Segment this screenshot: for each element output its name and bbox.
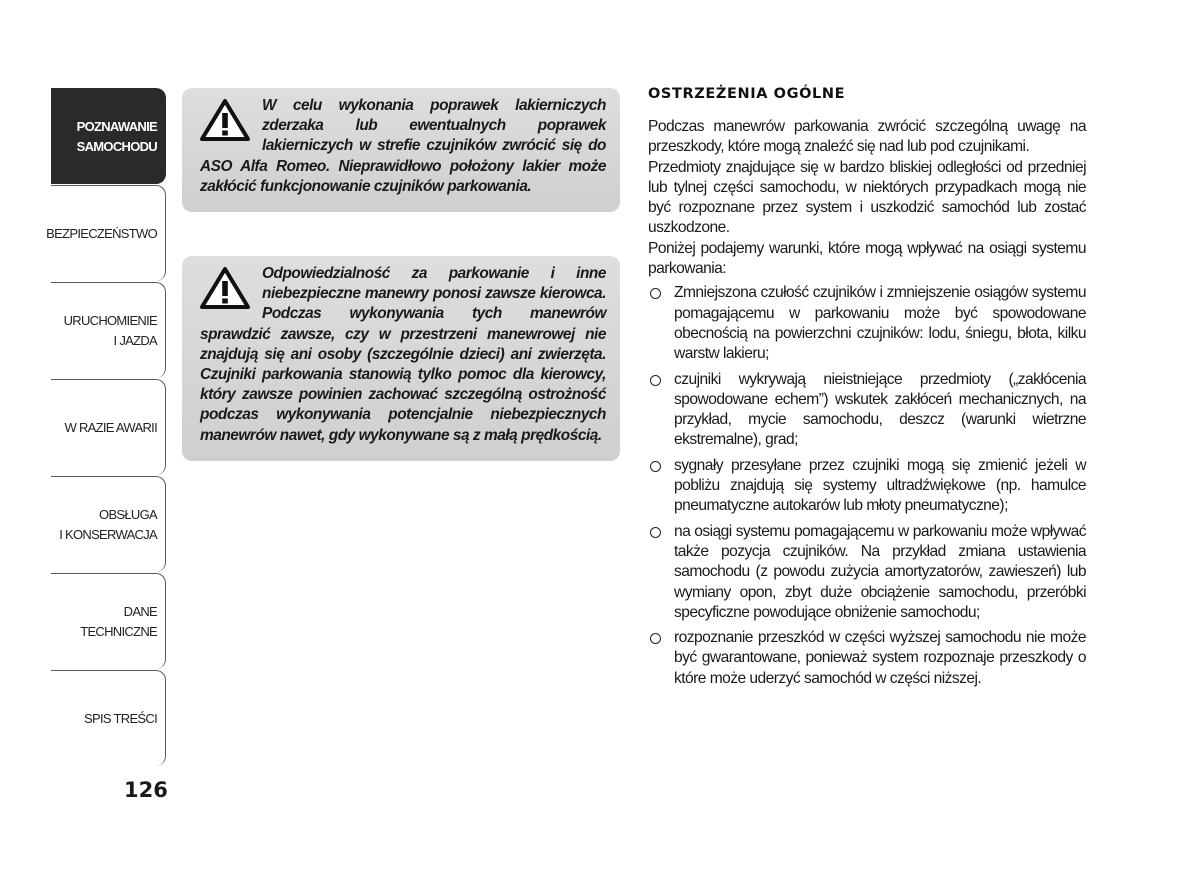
tab-obsluga-i-konserwacja[interactable] [51, 476, 166, 572]
tab-label: DANE TECHNICZNE [80, 603, 157, 639]
list-item-text: czujniki wykrywają nieistniejące przedmioty („zakłócenia spowodowane echem”) wskutek zakłóceń mechanicznych, na przykład, mycie samochodu, deszcz (warunki wietrzne ekstremalne), grad; [674, 370, 1086, 449]
tab-label: OBSŁUGA I KONSERWACJA [59, 506, 157, 542]
section-heading: OSTRZEŻENIA OGÓLNE [648, 86, 846, 102]
warning-text: W celu wykonania poprawek lakierniczych zderzaka lub ewentualnych poprawek lakierniczych w strefie czujników zwrócić się do ASO Alfa Romeo. Nieprawidłowo położony lakier może zakłócić funkcjonowanie czujników parkowania. [200, 97, 606, 195]
tab-label: BEZPIECZEŃSTWO [46, 225, 157, 241]
intro-paragraph: Przedmioty znajdujące się w bardzo bliskiej odległości od przedniej lub tylnej części samochodu, w niektórych przypadkach mogą nie być rozpoznane przez system i uszkodzić samochód lub zostać uszkodzone. [648, 158, 1086, 237]
list-item [648, 522, 1086, 623]
tab-label: W RAZIE AWARII [64, 419, 157, 435]
warning-box-paint [182, 88, 620, 212]
warning-triangle-icon [200, 98, 250, 142]
circle-bullet-icon [650, 288, 661, 299]
conditions-list [648, 283, 1086, 689]
list-item [648, 283, 1086, 364]
tab-w-razie-awarii[interactable] [51, 379, 166, 475]
tab-bezpieczenstwo[interactable] [46, 185, 166, 281]
warning-triangle-icon [200, 266, 250, 310]
warning-box-responsibility [182, 256, 620, 461]
tab-poznawanie-samochodu[interactable] [51, 88, 166, 184]
circle-bullet-icon [650, 633, 661, 644]
list-item [648, 456, 1086, 517]
circle-bullet-icon [650, 461, 661, 472]
tab-dane-techniczne[interactable] [51, 573, 166, 669]
tab-label: SPIS TREŚCI [84, 710, 157, 726]
warning-text: Odpowiedzialność za parkowanie i inne niebezpieczne manewry ponosi zawsze kierowca. Podczas wykonywania tych manewrów sprawdzić zawsze, czy w przestrzeni manewrowej nie znajdują się ani osoby (szczególnie dzieci) ani zwierzęta. Czujniki parkowania stanowią tylko pomoc dla kierowcy, który zawsze powinien zachować szczególną ostrożność podczas wykonywania potencjalnie niebezpiecznych manewrów nawet, gdy wykonywane są z małą prędkością. [200, 265, 606, 444]
list-item-text: na osiągi systemu pomagającemu w parkowaniu może wpływać także pozycja czujników. Na przykład zmiana ustawienia samochodu (z powodu zużycia amortyzatorów, zawieszeń) lub wymiany opon, zbyt duże obciążenie samochodu, przeróbki specyficzne powodujące obniżenie samochodu; [674, 522, 1086, 621]
tab-uruchomienie-i-jazda[interactable] [51, 282, 166, 378]
tab-spis-tresci[interactable] [51, 670, 166, 766]
list-item-text: Zmniejszona czułość czujników i zmniejszenie osiągów systemu pomagającemu w parkowaniu może być spowodowane obecnością na powierzchni czujników: lodu, śniegu, błota, kilku warstw lakieru; [674, 284, 1086, 363]
main-content [648, 86, 1086, 694]
tab-label: POZNAWANIE SAMOCHODU [76, 118, 157, 154]
list-item [648, 628, 1086, 689]
chapter-sidebar [46, 88, 166, 767]
circle-bullet-icon [650, 375, 661, 386]
circle-bullet-icon [650, 527, 661, 538]
intro-paragraph: Podczas manewrów parkowania zwrócić szczególną uwagę na przeszkody, które mogą znaleźć się nad lub pod czujnikami. [648, 118, 1086, 156]
list-item-text: sygnały przesyłane przez czujniki mogą się zmienić jeżeli w pobliżu znajdują się systemy ultradźwiękowe (np. hamulce pneumatyczne autokarów lub młoty pneumatyczne); [674, 456, 1086, 515]
list-item-text: rozpoznanie przeszkód w części wyższej samochodu nie może być gwarantowane, ponieważ system rozpoznaje przeszkody o które może uderzyć samochód w części niższej. [674, 629, 1086, 687]
list-item [648, 370, 1086, 451]
intro-paragraph: Poniżej podajemy warunki, które mogą wpływać na osiągi systemu parkowania: [648, 239, 1086, 278]
page-number: 126 [124, 778, 168, 802]
tab-label: URUCHOMIENIE I JAZDA [63, 312, 157, 348]
